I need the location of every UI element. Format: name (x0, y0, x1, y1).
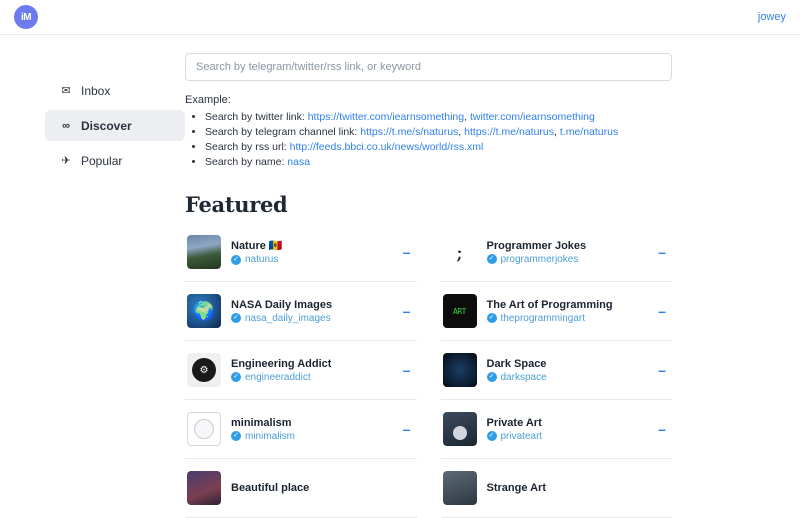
page-body (0, 35, 800, 518)
featured-card[interactable] (441, 459, 673, 518)
code-art-icon: ART (453, 306, 466, 316)
channel-avatar (443, 294, 477, 328)
channel-name: Strange Art (486, 482, 546, 494)
example-label-rss: Search by rss url: (205, 141, 290, 153)
card-text (487, 358, 645, 383)
verified-icon: ✓ (231, 313, 241, 323)
channel-handle: theprogrammingart (500, 312, 585, 324)
example-link-telegram-3[interactable]: t.me/naturus (559, 126, 619, 138)
example-label-twitter: Search by twitter link: (205, 111, 308, 123)
channel-avatar (443, 353, 477, 387)
sidebar-item-discover[interactable] (45, 110, 185, 141)
example-label-telegram: Search by telegram channel link: (205, 126, 361, 138)
featured-card[interactable] (185, 341, 417, 400)
example-label-name: Search by name: (205, 156, 288, 168)
examples-heading: Example: (185, 94, 231, 106)
example-item-telegram: • Search by telegram channel link: https://t.me/s/naturus, https://t.me/naturus, t.me/naturus (205, 125, 672, 140)
remove-button[interactable]: – (658, 244, 666, 260)
channel-handle-row (231, 431, 389, 442)
example-item-twitter: • Search by twitter link: https://twitter.com/iearnsomething, twitter.com/iearnsomething (205, 110, 672, 125)
app-logo[interactable] (14, 5, 38, 29)
verified-icon: ✓ (487, 431, 497, 441)
channel-handle: privateart (500, 430, 543, 442)
top-bar (0, 0, 800, 35)
card-text (231, 417, 389, 442)
example-item-rss (205, 140, 672, 155)
main-content (185, 53, 800, 518)
verified-icon: ✓ (231, 372, 241, 382)
channel-avatar (187, 471, 221, 505)
channel-name: Nature 🇲🇩 (231, 240, 283, 252)
channel-name: NASA Daily Images (231, 298, 333, 311)
example-link-twitter-1[interactable]: https://twitter.com/iearnsomething (307, 111, 465, 123)
channel-handle-row (487, 431, 645, 442)
remove-button[interactable]: – (658, 303, 666, 319)
app-logo-text: iM (20, 11, 32, 23)
card-text (487, 240, 645, 265)
featured-card[interactable] (185, 282, 417, 341)
featured-heading: Featured (185, 192, 288, 217)
remove-button[interactable]: – (658, 362, 666, 378)
card-text (231, 299, 389, 324)
sidebar-item-popular-label: Popular (81, 153, 123, 168)
search-input[interactable] (185, 53, 672, 81)
remove-button[interactable]: – (402, 362, 411, 378)
example-item-name (205, 155, 672, 170)
channel-name: Beautiful place (231, 482, 310, 494)
featured-card[interactable] (185, 223, 417, 282)
remove-button[interactable]: – (402, 244, 411, 260)
featured-card[interactable] (441, 282, 673, 341)
card-text (231, 239, 389, 265)
channel-handle-row (487, 313, 645, 324)
verified-icon: ✓ (231, 255, 241, 265)
example-link-twitter-2[interactable]: twitter.com/iearnsomething (469, 111, 595, 123)
sidebar-item-inbox[interactable] (45, 75, 185, 106)
channel-handle: naturus (245, 254, 279, 265)
channel-handle: darkspace (500, 371, 547, 383)
channel-name: Programmer Jokes (486, 239, 587, 252)
card-text (487, 482, 671, 494)
sidebar-item-discover-label: Discover (81, 118, 132, 133)
remove-button[interactable]: – (658, 421, 666, 437)
channel-avatar (443, 471, 477, 505)
featured-grid (185, 223, 672, 518)
channel-handle: nasa_daily_images (245, 312, 331, 324)
card-text (487, 417, 645, 442)
examples-list (185, 110, 672, 170)
verified-icon: ✓ (231, 431, 241, 441)
channel-name: Dark Space (486, 357, 547, 370)
featured-card[interactable] (441, 400, 673, 459)
verified-icon: ✓ (487, 254, 497, 264)
channel-name: The Art of Programming (486, 298, 613, 311)
semicolon-icon: ; (456, 240, 463, 264)
globe-icon: 🌍 (192, 300, 216, 321)
verified-icon: ✓ (487, 372, 497, 382)
channel-handle: engineeraddict (245, 371, 311, 383)
channel-handle-row (487, 254, 645, 265)
card-text (231, 482, 415, 494)
channel-handle-row (231, 372, 389, 383)
example-link-telegram-2[interactable]: https://t.me/naturus (464, 126, 555, 138)
example-link-rss[interactable]: http://feeds.bbci.co.uk/news/world/rss.xml (289, 141, 484, 153)
channel-handle-row (487, 372, 645, 383)
remove-button[interactable]: – (402, 303, 411, 319)
rocket-icon: ✈ (61, 155, 71, 167)
user-account-link[interactable]: jowey (757, 11, 786, 23)
remove-button[interactable]: – (402, 421, 411, 437)
person-icon (453, 426, 467, 440)
channel-avatar (187, 235, 221, 269)
channel-handle: minimalism (245, 430, 295, 442)
featured-card[interactable] (185, 459, 417, 518)
featured-card[interactable] (441, 341, 673, 400)
channel-handle-row (231, 254, 389, 265)
compass-icon: ∞ (62, 119, 70, 132)
sidebar (0, 53, 185, 518)
channel-avatar (187, 412, 221, 446)
gear-icon: ⚙ (192, 358, 216, 382)
sidebar-item-popular[interactable] (45, 145, 185, 176)
channel-avatar (443, 412, 477, 446)
featured-card[interactable] (441, 223, 673, 282)
sidebar-item-inbox-label: Inbox (81, 83, 111, 98)
channel-name: Engineering Addict (231, 357, 332, 370)
channel-avatar (443, 235, 477, 269)
card-text (487, 299, 645, 324)
example-link-telegram-1[interactable]: https://t.me/s/naturus (360, 126, 459, 138)
channel-avatar (187, 353, 221, 387)
inbox-icon: ✉ (61, 85, 71, 97)
featured-card[interactable] (185, 400, 417, 459)
example-link-name[interactable]: nasa (287, 156, 311, 168)
circle-icon (194, 419, 214, 439)
channel-handle: programmerjokes (500, 253, 579, 265)
verified-icon: ✓ (487, 313, 497, 323)
channel-name: Private Art (486, 416, 542, 429)
channel-handle-row (231, 313, 389, 324)
channel-avatar (187, 294, 221, 328)
channel-name: minimalism (231, 416, 292, 429)
card-text (231, 358, 389, 383)
